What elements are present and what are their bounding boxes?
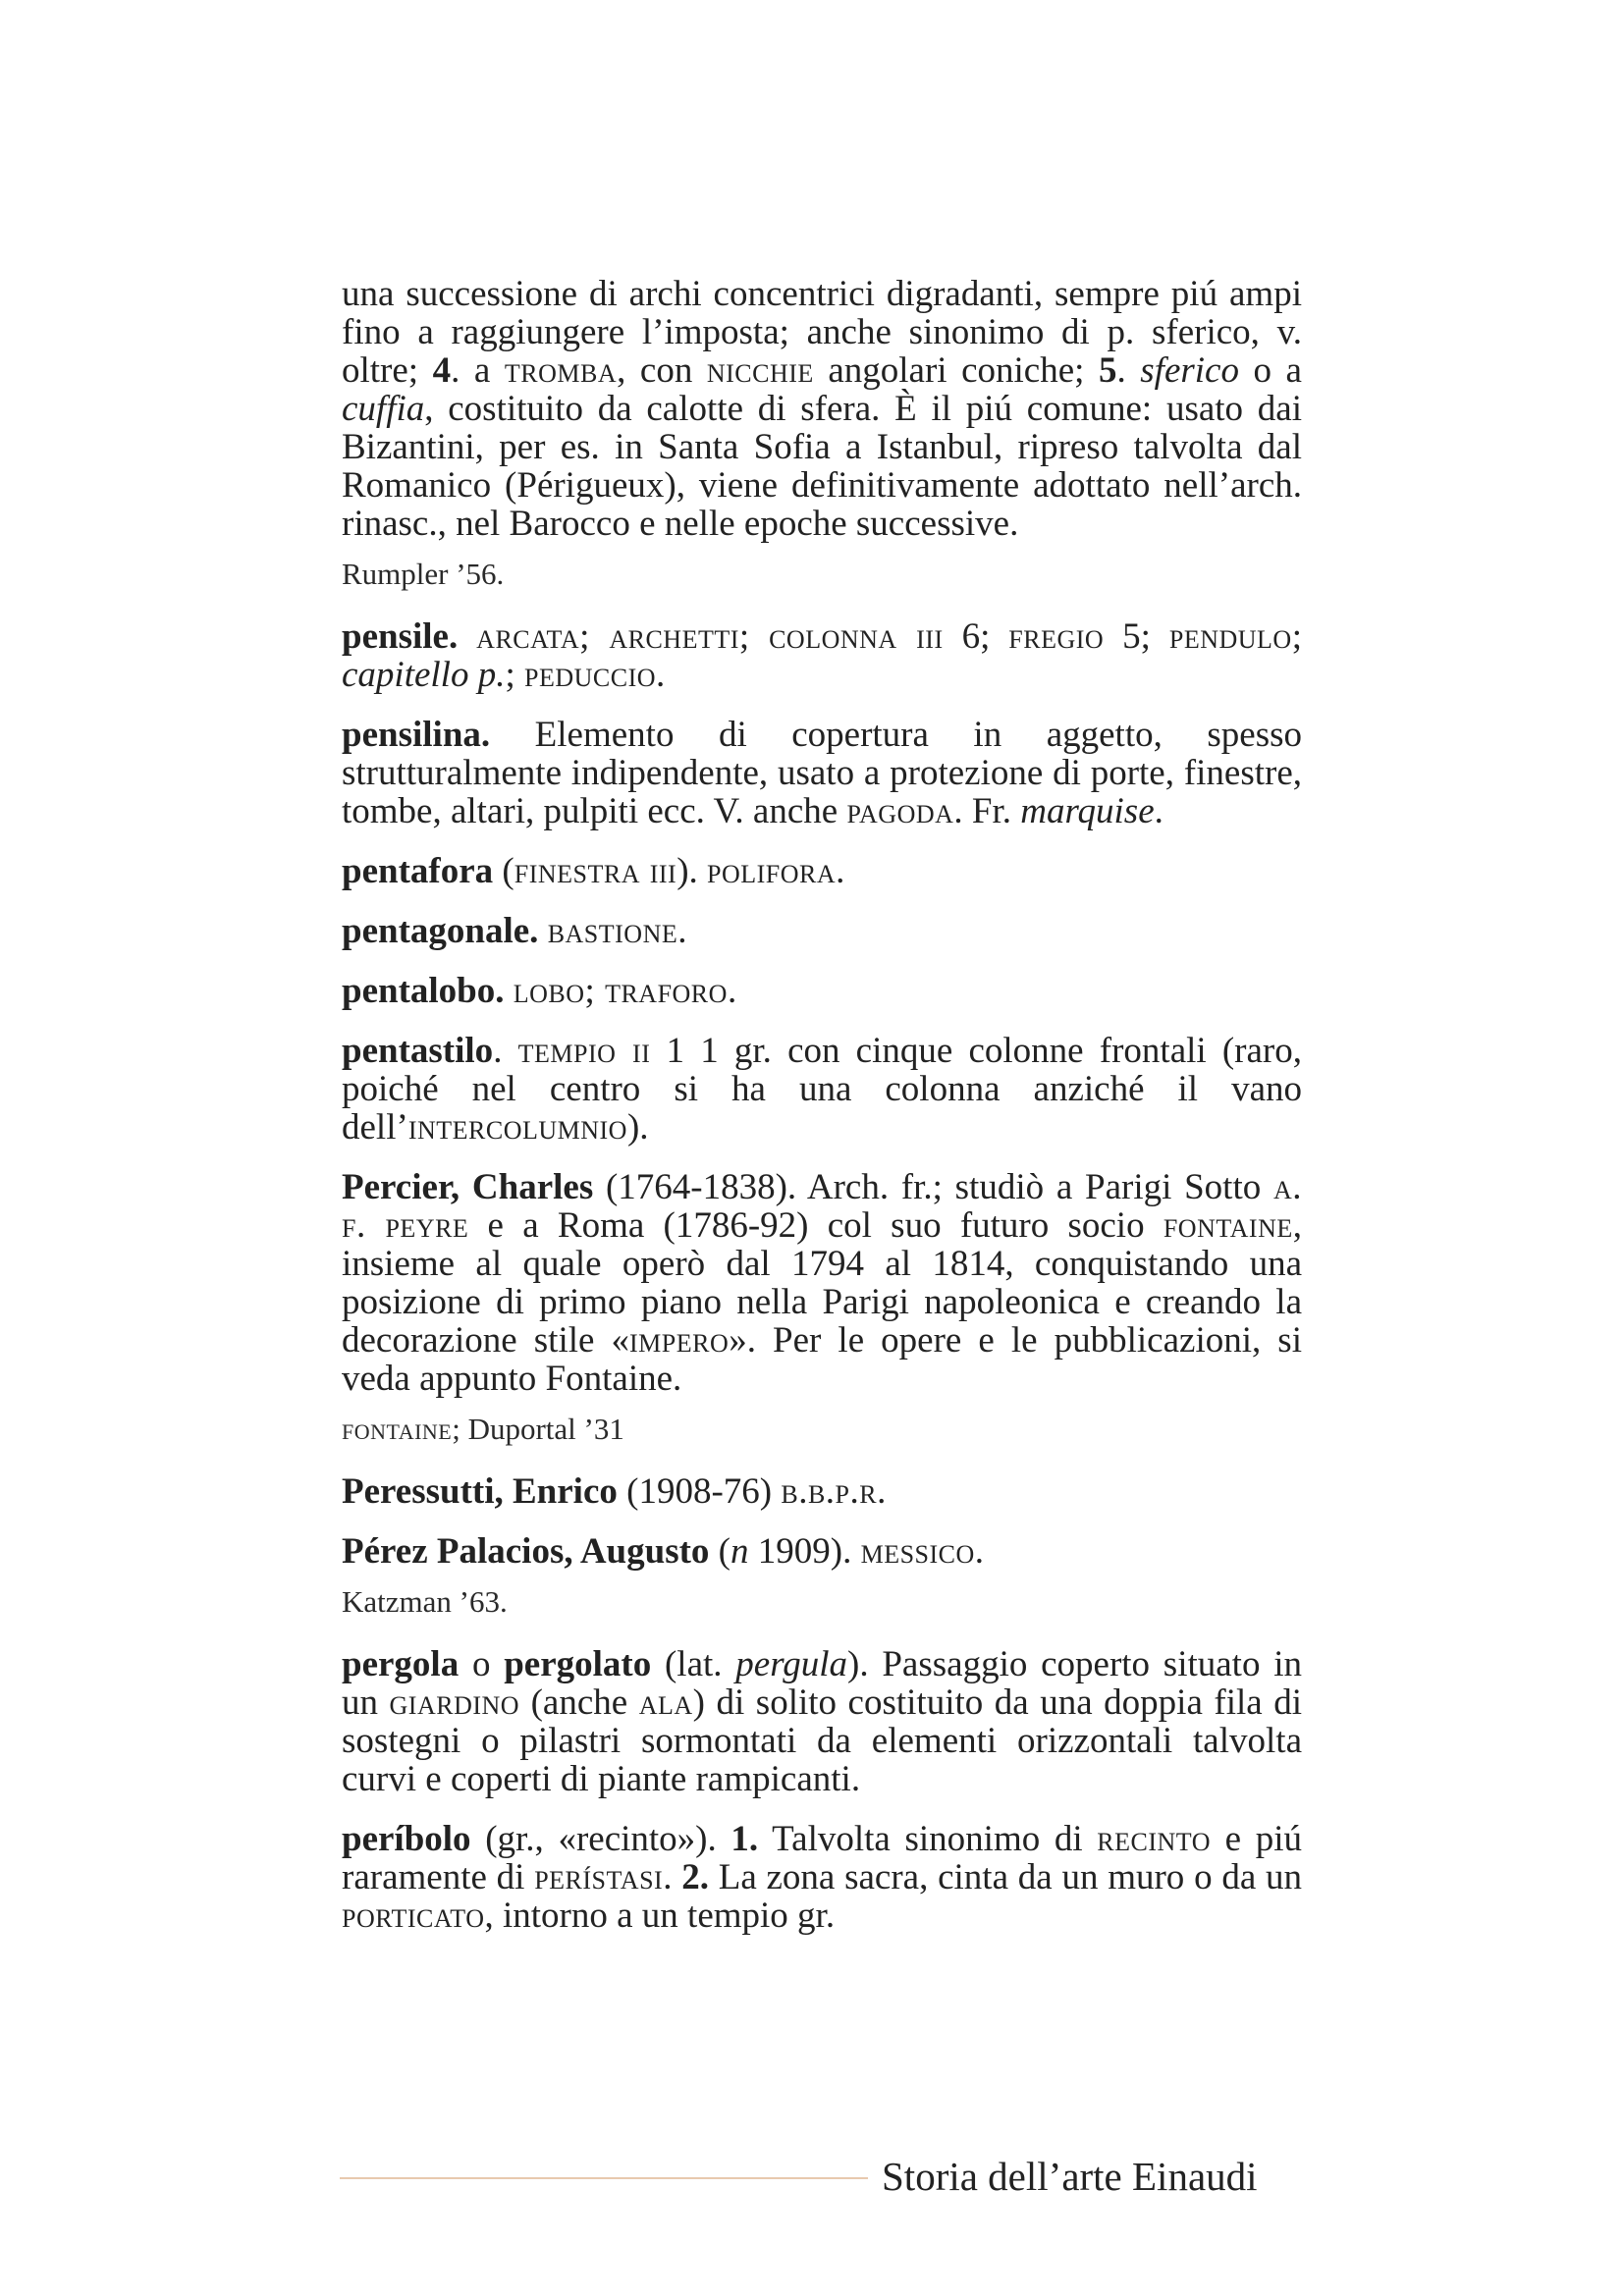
- cross-reference: messico: [860, 1531, 975, 1572]
- sense-number: 4: [432, 350, 452, 391]
- entry-pentafora: [342, 852, 1302, 890]
- cross-reference: fontaine: [1163, 1205, 1293, 1246]
- text: .: [493, 1031, 518, 1071]
- entry-pentalobo: [342, 972, 1302, 1010]
- footer-rule: [340, 2177, 868, 2179]
- text: , con: [617, 350, 707, 391]
- entry-pensilina: [342, 716, 1302, 830]
- italic-term: n: [730, 1531, 749, 1572]
- cross-reference: fregio: [1008, 616, 1105, 657]
- entry-pentagonale: [342, 912, 1302, 950]
- headword: pensilina.: [342, 715, 491, 755]
- text: ;: [505, 655, 524, 695]
- bibliography: [342, 1412, 1302, 1447]
- text: angolari coniche;: [813, 350, 1099, 391]
- text: ). Passaggio coperto situato in un: [342, 1644, 1302, 1723]
- entry-peressutti: [342, 1472, 1302, 1511]
- text: (: [709, 1531, 730, 1572]
- entry-percier: [342, 1168, 1302, 1398]
- cross-reference: peduccio: [524, 655, 657, 695]
- italic-term: cuffia: [342, 389, 425, 429]
- text: . Fr.: [953, 791, 1021, 831]
- headword: Peressutti, Enrico: [342, 1471, 618, 1512]
- text: .: [974, 1531, 985, 1572]
- cross-reference: bastione: [547, 911, 678, 951]
- text: . a: [451, 350, 505, 391]
- headword: períbolo: [342, 1819, 471, 1859]
- text: 5;: [1104, 616, 1169, 657]
- text: o: [459, 1644, 505, 1684]
- continued-entry: [342, 275, 1302, 543]
- text: , costituito da calotte di sfera. È il piú comune: usato dai Bizantini, per es. in Santa Sofia a Istanbul, ripreso talvolta dal Romanico (Périgueux), viene definitivamente adottato nell’arch. rinasc., nel Barocco e nelle epoche successive.: [342, 389, 1302, 544]
- text: (gr., «recinto»).: [470, 1819, 731, 1859]
- text: ; Duportal ’31: [452, 1412, 624, 1446]
- sense-number: 2.: [681, 1857, 709, 1897]
- sense-number: 5: [1098, 350, 1117, 391]
- text: o a: [1238, 350, 1302, 391]
- bibliography: Rumpler ’56.: [342, 557, 505, 591]
- cross-reference: tempio ii: [517, 1031, 651, 1071]
- headword: Percier, Charles: [342, 1167, 594, 1207]
- text: (: [493, 851, 514, 891]
- text: Elemento di copertura in aggetto, spesso strutturalmente indipendente, usato a protezione di porte, finestre, tombe, altari, pulpiti ecc. V. anche: [342, 715, 1302, 831]
- text: La zona sacra, cinta da un muro o da un: [708, 1857, 1303, 1897]
- cross-reference: pendulo: [1168, 616, 1292, 657]
- text: .: [656, 655, 666, 695]
- entry-peribolo: [342, 1820, 1302, 1935]
- text: (1764-1838). Arch. fr.; studiò a Parigi Sotto: [593, 1167, 1273, 1207]
- text: .: [727, 971, 737, 1011]
- text: ». Per le opere e le pubblicazioni, si veda appunto Fontaine.: [342, 1320, 1302, 1399]
- text: ).: [626, 1107, 649, 1148]
- cross-reference: a. f. peyre: [342, 1167, 1303, 1246]
- headword: Pérez Palacios, Augusto: [342, 1531, 710, 1572]
- cross-reference: ala: [638, 1682, 693, 1723]
- cross-reference: lobo; traforo: [513, 971, 728, 1011]
- cross-reference: perístasi: [534, 1857, 664, 1897]
- italic-term: sferico: [1140, 350, 1239, 391]
- bibliography: Katzman ’63.: [342, 1584, 508, 1619]
- text: ;: [1291, 616, 1302, 657]
- italic-term: pergula: [735, 1644, 848, 1684]
- headword: pensile.: [342, 616, 459, 657]
- text: 1909).: [748, 1531, 861, 1572]
- cross-reference: intercolumnio: [407, 1107, 627, 1148]
- text: .: [1116, 350, 1141, 391]
- cross-reference: finestra iii: [514, 851, 677, 891]
- entry-pensile: [342, 617, 1302, 694]
- text: e a Roma (1786-92) col suo futuro socio: [468, 1205, 1163, 1246]
- footer-publisher: Storia dell’arte Einaudi: [882, 2154, 1258, 2199]
- entry-pergola: [342, 1645, 1302, 1798]
- cross-reference: arcata; archetti; colonna iii: [476, 616, 944, 657]
- headword: pentastilo: [342, 1031, 494, 1071]
- entry-pentastilo: [342, 1032, 1302, 1147]
- cross-reference: fontaine: [342, 1412, 453, 1446]
- text: (1908-76): [617, 1471, 782, 1512]
- cross-reference: polifora: [707, 851, 837, 891]
- text: .: [836, 851, 845, 891]
- text-column: [342, 275, 1302, 1956]
- text: 6;: [943, 616, 1009, 657]
- headword: pentafora: [342, 851, 494, 891]
- cross-reference: giardino: [389, 1682, 520, 1723]
- text: .: [1154, 791, 1163, 831]
- text: ).: [676, 851, 708, 891]
- entry-perez-palacios: [342, 1532, 1302, 1571]
- text: una successione di archi concentrici digradanti, sempre piú ampi fino a raggiungere l’imposta; anche sinonimo di p. sferico, v. oltre;: [342, 274, 1302, 391]
- text: 1 1 gr. con cinque colonne frontali (raro, poiché nel centro si ha una colonna anziché il vano dell’: [342, 1031, 1302, 1148]
- headword: pergolato: [504, 1644, 652, 1684]
- sense-number: 1.: [730, 1819, 759, 1859]
- text: Talvolta sinonimo di: [758, 1819, 1098, 1859]
- text: ) di solito costituito da una doppia fila di sostegni o pilastri sormontati da elementi orizzontali talvolta curvi e coperti di piante rampicanti.: [342, 1682, 1303, 1799]
- headword: pergola: [342, 1644, 460, 1684]
- text: .: [663, 1857, 682, 1897]
- text: (anche: [519, 1682, 639, 1723]
- cross-reference: nicchie: [706, 350, 814, 391]
- cross-reference: b.b.p.r.: [781, 1471, 887, 1512]
- text: , insieme al quale operò dal 1794 al 1814, conquistando una posizione di primo piano nella Parigi napoleonica e creando la decorazione stile «: [342, 1205, 1302, 1361]
- cross-reference: porticato: [342, 1896, 485, 1936]
- cross-reference: pagoda: [846, 791, 954, 831]
- cross-reference: tromba: [504, 350, 618, 391]
- headword: pentalobo.: [342, 971, 505, 1011]
- cross-reference: impero: [628, 1320, 730, 1361]
- text: e piú raramente di: [342, 1819, 1302, 1897]
- text: , intorno a un tempio gr.: [484, 1896, 836, 1936]
- headword: pentagonale.: [342, 911, 539, 951]
- text: .: [677, 911, 687, 951]
- cross-reference: recinto: [1097, 1819, 1211, 1859]
- italic-term: capitello p.: [342, 655, 506, 695]
- italic-term: marquise: [1020, 791, 1155, 831]
- text: (lat.: [651, 1644, 736, 1684]
